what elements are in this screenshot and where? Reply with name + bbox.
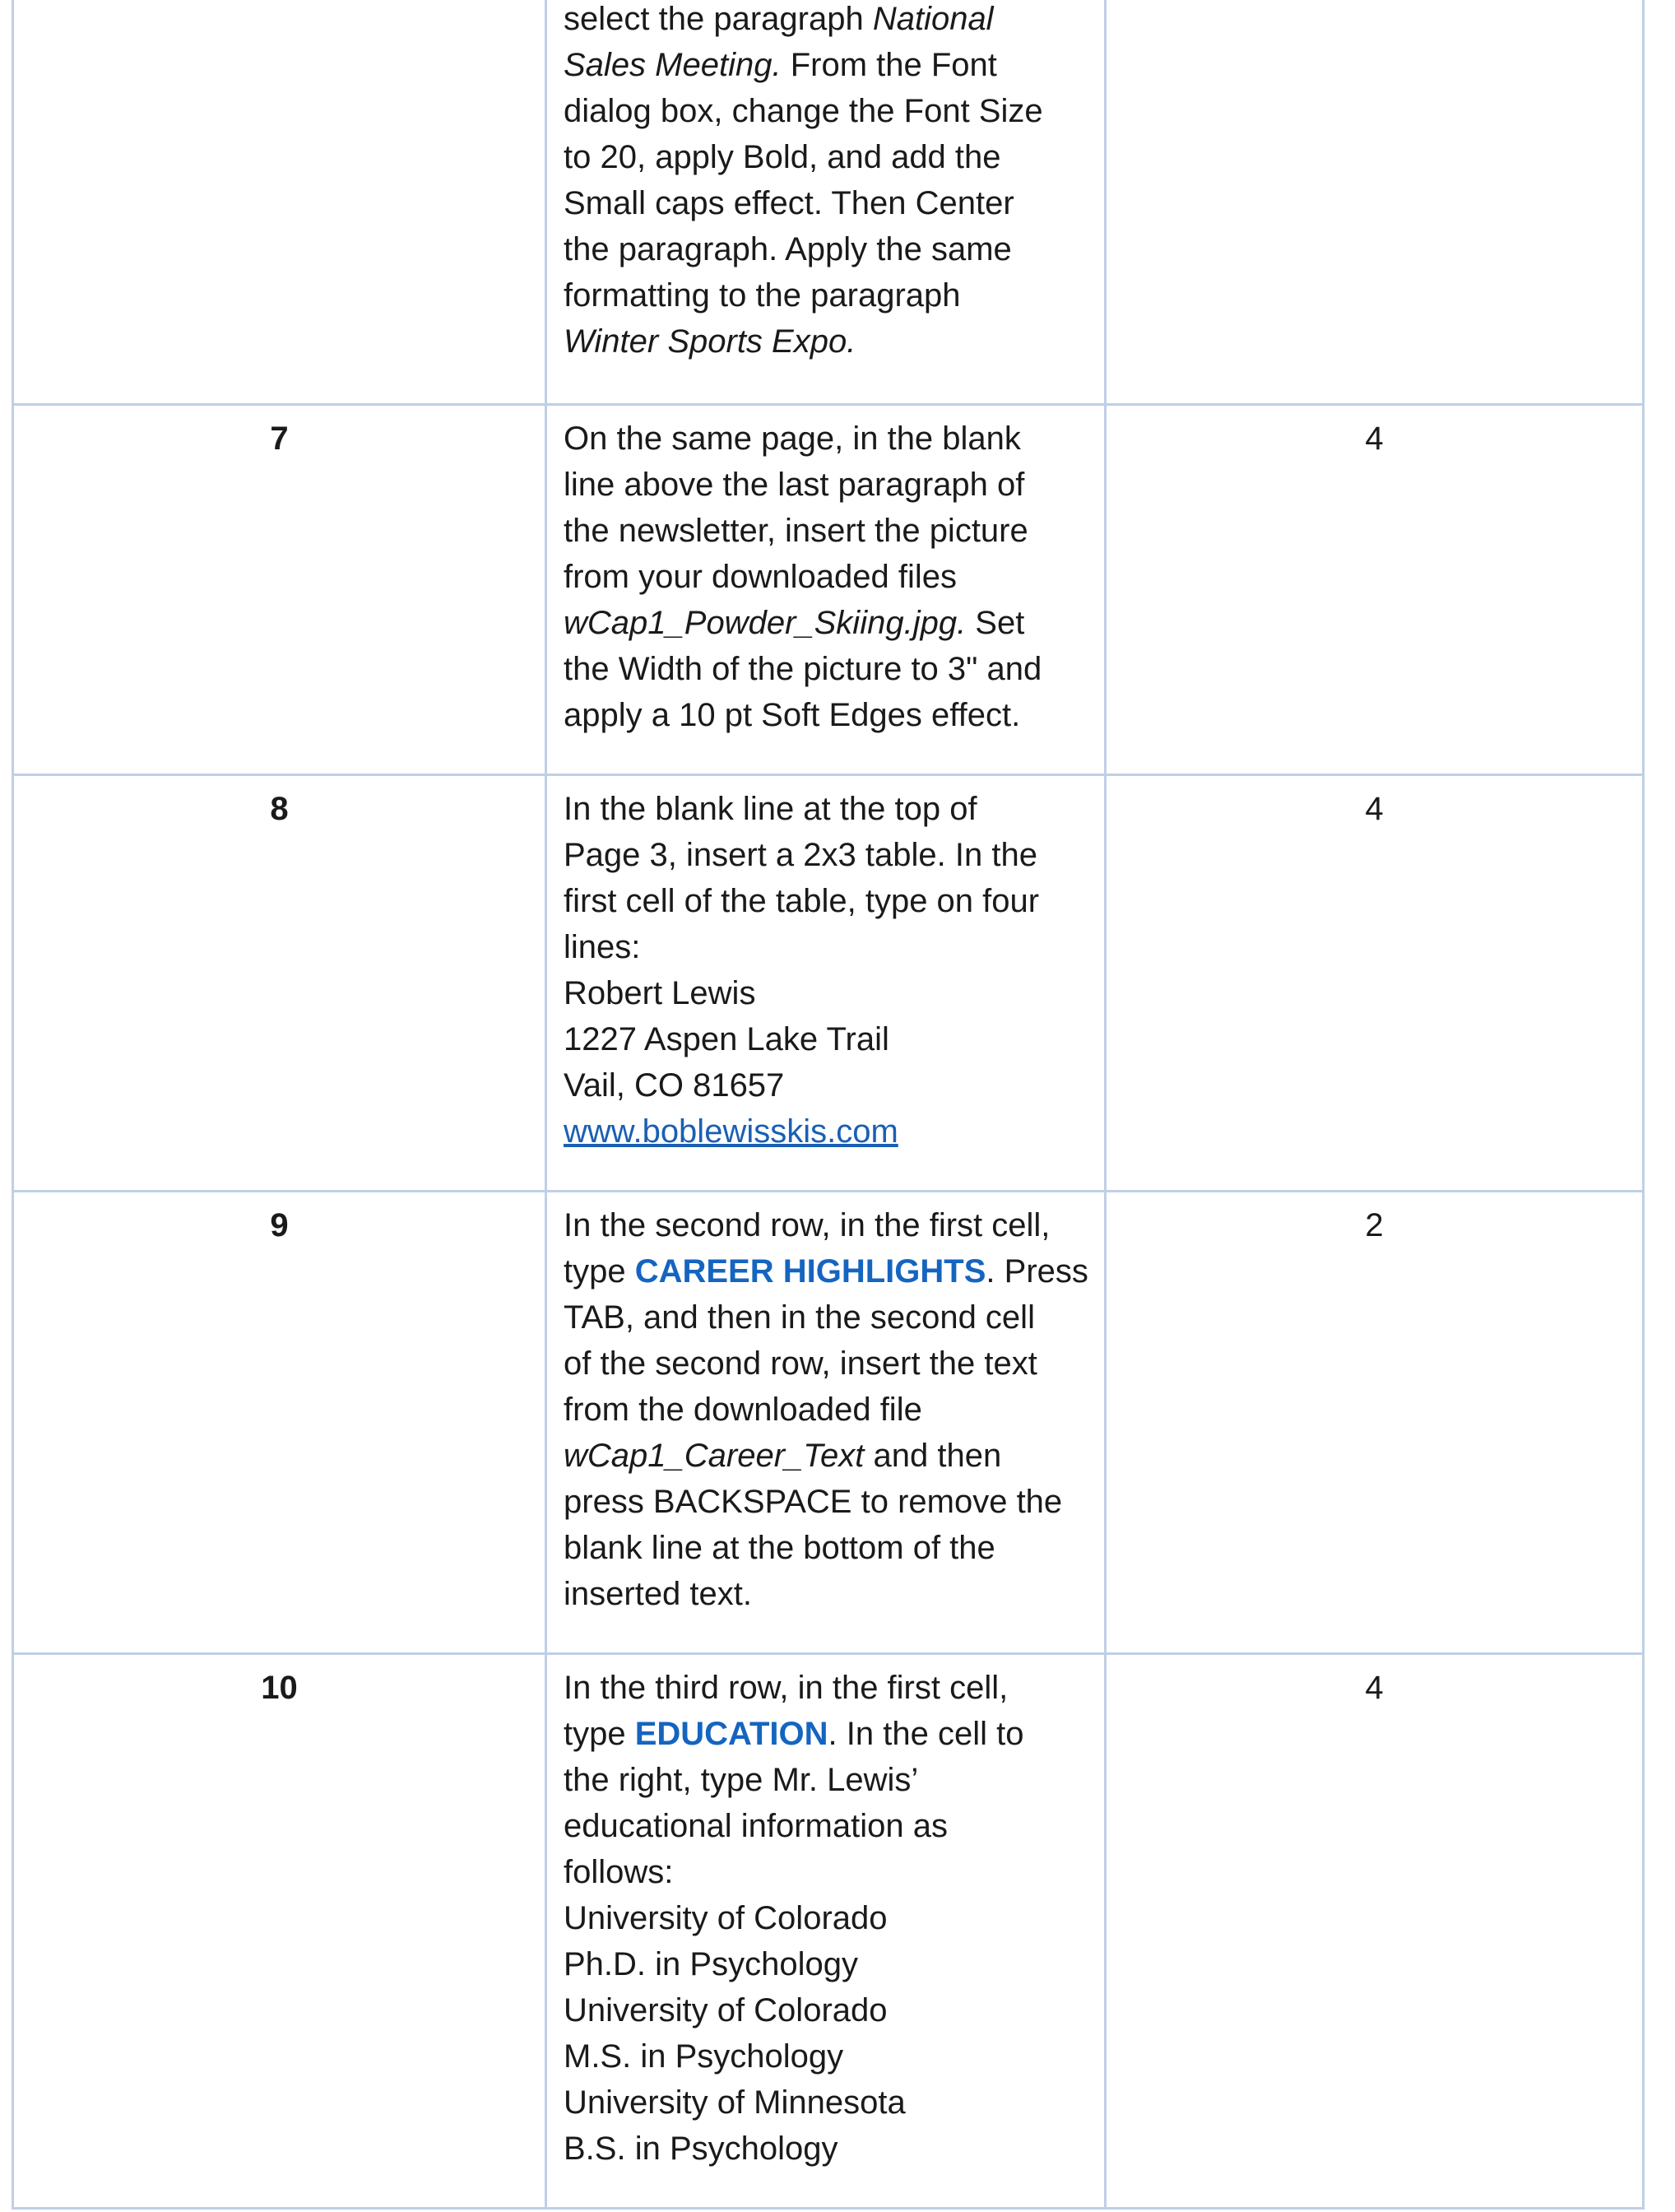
italic-text: National [872, 1, 994, 37]
step-number-cell: 8 [13, 775, 546, 1192]
instruction-cell [546, 1192, 1106, 1654]
instruction-line [564, 832, 1093, 878]
instruction-text: . In the cell to [828, 1716, 1024, 1752]
instruction-cell [546, 0, 1106, 405]
instruction-text: formatting to the paragraph [564, 277, 961, 314]
instruction-text: 1227 Aspen Lake Trail [564, 1021, 889, 1057]
instruction-text: Page 3, insert a 2x3 table. In the [564, 837, 1037, 873]
instruction-cell [546, 775, 1106, 1192]
instruction-text: first cell of the table, type on four [564, 883, 1040, 919]
instruction-line [564, 924, 1093, 970]
instruction-text: type [564, 1716, 635, 1752]
website-link[interactable]: www.boblewisskis.com [564, 1113, 898, 1150]
instruction-text: TAB, and then in the second cell [564, 1299, 1035, 1336]
instruction-line [564, 1248, 1093, 1294]
instruction-line [564, 1803, 1093, 1849]
points-cell [1106, 0, 1644, 405]
instruction-text: Robert Lewis [564, 975, 756, 1011]
points-cell: 4 [1106, 405, 1644, 775]
instruction-line [564, 88, 1093, 134]
points-cell: 4 [1106, 1654, 1644, 2209]
instruction-line [564, 1294, 1093, 1341]
instruction-text: type [564, 1253, 635, 1290]
step-number-cell: 10 [13, 1654, 546, 2209]
italic-text: wCap1_Powder_Skiing.jpg. [564, 605, 967, 641]
instruction-line [564, 1387, 1093, 1433]
step-number-cell: 9 [13, 1192, 546, 1654]
instruction-line [564, 508, 1093, 554]
instruction-text: the right, type Mr. Lewis’ [564, 1762, 919, 1798]
table-row [13, 1654, 1644, 2209]
instruction-line [564, 600, 1093, 646]
instruction-text: from your downloaded files [564, 559, 958, 595]
instruction-text: University of Colorado [564, 1992, 888, 2028]
instruction-text: line above the last paragraph of [564, 467, 1025, 503]
instruction-line [564, 1711, 1093, 1757]
instruction-text: blank line at the bottom of the [564, 1530, 995, 1566]
instruction-text: select the paragraph [564, 1, 873, 37]
instruction-text: In the blank line at the top of [564, 791, 977, 827]
instruction-text: lines: [564, 929, 641, 965]
table-row [13, 0, 1644, 405]
instruction-line [564, 1895, 1093, 1941]
keyword-text: EDUCATION [634, 1716, 828, 1752]
instruction-text: Vail, CO 81657 [564, 1067, 785, 1104]
instruction-text: University of Colorado [564, 1900, 888, 1936]
instruction-line [564, 1525, 1093, 1571]
instruction-line [564, 1571, 1093, 1617]
instruction-line [564, 1062, 1093, 1108]
italic-text: wCap1_Career_Text [564, 1438, 865, 1474]
instruction-line [564, 2033, 1093, 2080]
instruction-line [564, 1433, 1093, 1479]
instruction-line [564, 416, 1093, 462]
instruction-line [564, 462, 1093, 508]
step-number-cell: 7 [13, 405, 546, 775]
instruction-text: educational information as [564, 1808, 948, 1844]
instruction-text: M.S. in Psychology [564, 2038, 844, 2075]
instruction-line [564, 1987, 1093, 2033]
italic-text: Winter Sports Expo. [564, 323, 856, 360]
instruction-text: Ph.D. in Psychology [564, 1946, 858, 1982]
instruction-cell [546, 1654, 1106, 2209]
instruction-text: follows: [564, 1854, 674, 1890]
italic-text: Sales Meeting. [564, 47, 782, 83]
instruction-line [564, 2080, 1093, 2126]
instruction-line [564, 180, 1093, 226]
instruction-text: to 20, apply Bold, and add the [564, 139, 1001, 175]
instruction-line [564, 42, 1093, 88]
instruction-text: of the second row, insert the text [564, 1345, 1037, 1382]
instruction-line [564, 692, 1093, 738]
instruction-text: In the third row, in the first cell, [564, 1670, 1009, 1706]
keyword-text: CAREER HIGHLIGHTS [634, 1253, 986, 1290]
step-number-cell [13, 0, 546, 405]
instruction-text: inserted text. [564, 1576, 753, 1612]
instruction-line [564, 2126, 1093, 2172]
instruction-line [564, 226, 1093, 272]
instruction-line [564, 1849, 1093, 1895]
instruction-line [564, 786, 1093, 832]
instruction-line [564, 646, 1093, 692]
instruction-text: the paragraph. Apply the same [564, 231, 1012, 267]
instruction-line [564, 1665, 1093, 1711]
instruction-text: dialog box, change the Font Size [564, 93, 1043, 129]
instruction-text: University of Minnesota [564, 2084, 906, 2121]
instruction-line [564, 0, 1093, 42]
instruction-line [564, 554, 1093, 600]
instruction-text: and then [864, 1438, 1002, 1474]
instruction-text: . Press [986, 1253, 1088, 1290]
instruction-text: from the downloaded file [564, 1392, 922, 1428]
table-row [13, 775, 1644, 1192]
instruction-line [564, 1108, 1093, 1155]
instruction-text: apply a 10 pt Soft Edges effect. [564, 697, 1021, 733]
instruction-cell [546, 405, 1106, 775]
instruction-line [564, 1202, 1093, 1248]
instruction-text: B.S. in Psychology [564, 2131, 838, 2167]
table-row [13, 1192, 1644, 1654]
instruction-line [564, 1941, 1093, 1987]
instruction-text: On the same page, in the blank [564, 421, 1021, 457]
instruction-line [564, 1016, 1093, 1062]
instruction-line [564, 134, 1093, 180]
instruction-text: In the second row, in the first cell, [564, 1207, 1051, 1243]
instruction-text: the newsletter, insert the picture [564, 513, 1028, 549]
instructions-table [12, 0, 1645, 2210]
points-cell: 2 [1106, 1192, 1644, 1654]
instruction-text: Small caps effect. Then Center [564, 185, 1014, 221]
instruction-line [564, 1757, 1093, 1803]
instruction-line [564, 1479, 1093, 1525]
instruction-line [564, 318, 1093, 365]
instruction-line [564, 878, 1093, 924]
instruction-text: the Width of the picture to 3" and [564, 651, 1042, 687]
instruction-text: From the Font [781, 47, 997, 83]
instruction-line [564, 970, 1093, 1016]
instruction-line [564, 272, 1093, 318]
points-cell: 4 [1106, 775, 1644, 1192]
table-row [13, 405, 1644, 775]
instruction-text: press BACKSPACE to remove the [564, 1484, 1063, 1520]
instruction-text: Set [966, 605, 1025, 641]
instruction-line [564, 1341, 1093, 1387]
